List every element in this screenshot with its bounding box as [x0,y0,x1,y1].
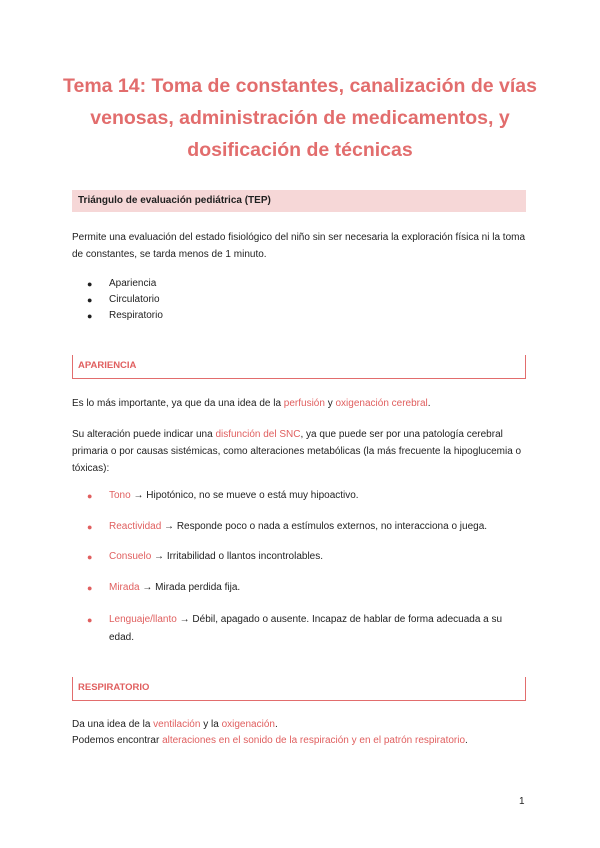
bullet-icon: ● [87,295,93,305]
list-item: ● Consuelo → Irritabilidad o llantos incontrolables. [87,548,527,566]
highlight-term: disfunción del SNC [215,429,301,440]
section-heading-respiratorio: RESPIRATORIO [72,677,526,701]
highlight-term: oxigenación [221,719,275,730]
tep-list [87,276,163,324]
respiratorio-paragraph-1: Da una idea de la ventilación y la oxigenación. [72,719,278,730]
highlight-term: perfusión [283,398,325,409]
highlight-term: oxigenación cerebral [335,398,428,409]
section-heading-apariencia: APARIENCIA [72,355,526,379]
tep-intro: Permite una evaluación del estado fisiológico del niño sin ser necesaria la exploración física ni la toma de constantes, se tarda menos de 1 minuto. [72,232,526,260]
document-title: Tema 14: Toma de constantes, canalización de vías venosas, administración de medicamentos, y dosificación de técnicas [63,75,537,161]
bullet-icon: ● [87,615,93,625]
list-item: ● Apariencia [87,276,163,292]
list-item: ● Respiratorio [87,308,163,324]
bullet-icon: ● [87,491,93,501]
page-number: 1 [519,796,525,807]
respiratorio-paragraph-2: Podemos encontrar alteraciones en el sonido de la respiración y en el patrón respiratorio. [72,735,468,746]
bullet-icon: ● [87,552,93,562]
tep-heading: Triángulo de evaluación pediátrica (TEP) [72,190,526,212]
list-item: ● Mirada → Mirada perdida fija. [87,579,527,597]
list-item: ● Tono → Hipotónico, no se mueve o está muy hipoactivo. [87,487,527,505]
bullet-icon: ● [87,311,93,321]
bullet-icon: ● [87,583,93,593]
highlight-term: ventilación [153,719,201,730]
highlight-term: alteraciones en el sonido de la respiración y en el patrón respiratorio [162,735,466,746]
apariencia-paragraph-1: Es lo más importante, ya que da una idea de la perfusión y oxigenación cerebral. [72,398,431,409]
list-item: ● Reactividad → Responde poco o nada a estímulos externos, no interacciona o juega. [87,518,527,536]
bullet-icon: ● [87,522,93,532]
apariencia-paragraph-2: Su alteración puede indicar una disfunción del SNC, ya que puede ser por una patología cerebral primaria o por causas sistémicas, como alteraciones metabólicas (la más frecuente la hipoglucemia o tóxicas): [72,429,522,474]
bullet-icon: ● [87,279,93,289]
list-item: ● Lenguaje/llanto → Débil, apagado o ausente. Incapaz de hablar de forma adecuada a su edad. [87,611,527,647]
list-item: ● Circulatorio [87,292,163,308]
